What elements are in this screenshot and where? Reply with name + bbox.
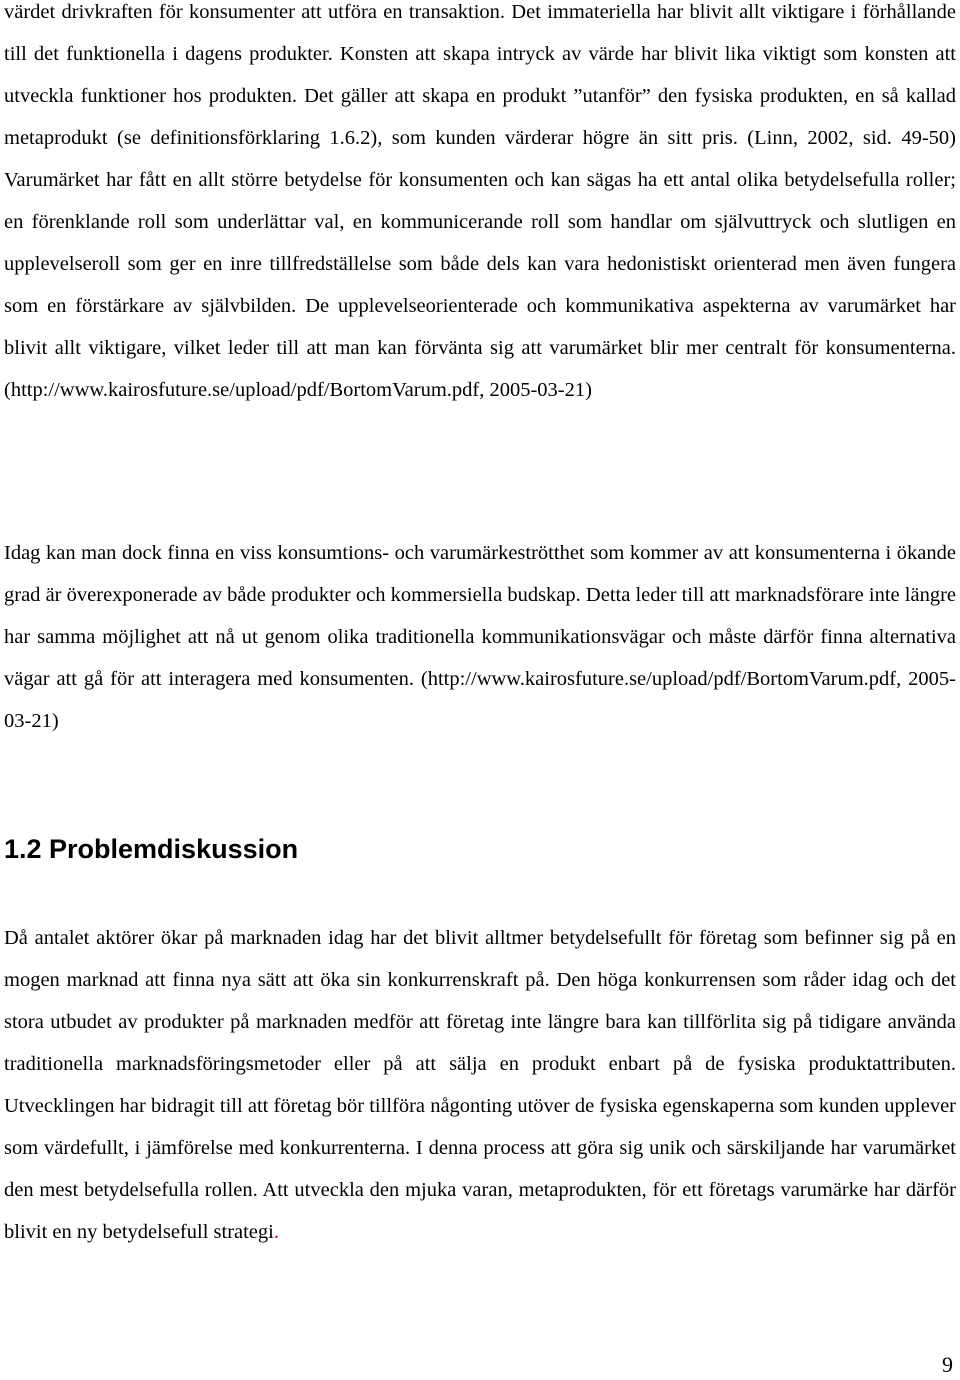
body-paragraph-2: Idag kan man dock finna en viss konsumtions- och varumärkeströtthet som kommer av att konsumenterna i ökande grad är överexponerade av både produkter och kommersiella budskap. Detta leder till att marknadsförare inte längre har samma möjlighet att nå ut genom olika traditionella kommunikationsvägar och måste därför finna alternativa vägar att gå för att interagera med konsumenten. (http://www.kairosfuture.se/upload/pdf/BortomVarum.pdf, 2005-03-21) [4,542,956,732]
page-number: 9 [942,1352,953,1377]
section-paragraph-final-mark: . [273,1221,279,1243]
section-paragraph-text: Då antalet aktörer ökar på marknaden idag har det blivit alltmer betydelsefullt för företag som befinner sig på en mogen marknad att finna nya sätt att öka sin konkurrenskraft på. Den höga konkurrensen som råder idag och det stora utbudet av produkter på marknaden medför att företag inte längre bara kan tillförlita sig på tidigare använda traditionella marknadsföringsmetoder eller på att sälja en produkt enbart på de fysiska produktattributen. Utvecklingen har bidragit till att företag bör tillföra någonting utöver de fysiska egenskaperna som kunden upplever som värdefullt, i jämförelse med konkurrenterna. I denna process att göra sig unik och särskiljande har varumärket den mest betydelsefulla rollen. Att utveckla den mjuka varan, metaprodukten, för ett företags varumärke har därför blivit en ny betydelsefull strategi [4,927,956,1243]
body-paragraph-1: värdet drivkraften för konsumenter att utföra en transaktion. Det immateriella har blivit allt viktigare i förhållande till det funktionella i dagens produkter. Konsten att skapa intryck av värde har blivit lika viktigt som konsten att utveckla funktioner hos produkten. Det gäller att skapa en produkt ”utanför” den fysiska produkten, en så kallad metaprodukt (se definitionsförklaring 1.6.2), som kunden värderar högre än sitt pris. (Linn, 2002, sid. 49-50) Varumärket har fått en allt större betydelse för konsumenten och kan sägas ha ett antal olika betydelsefulla roller; en förenklande roll som underlättar val, en kommunicerande roll som handlar om självuttryck och slutligen en upplevelseroll som ger en inre tillfredställelse som både dels kan vara hedonistiskt orienterad men även fungera som en förstärkare av självbilden. De upplevelseorienterade och kommunikativa aspekterna av varumärket har blivit allt viktigare, vilket leder till att man kan förvänta sig att varumärket blir mer centralt för konsumenterna. (http://www.kairosfuture.se/upload/pdf/BortomVarum.pdf, 2005-03-21) [4,1,956,401]
section-heading: 1.2 Problemdiskussion [4,834,299,864]
section-paragraph [4,917,956,1253]
